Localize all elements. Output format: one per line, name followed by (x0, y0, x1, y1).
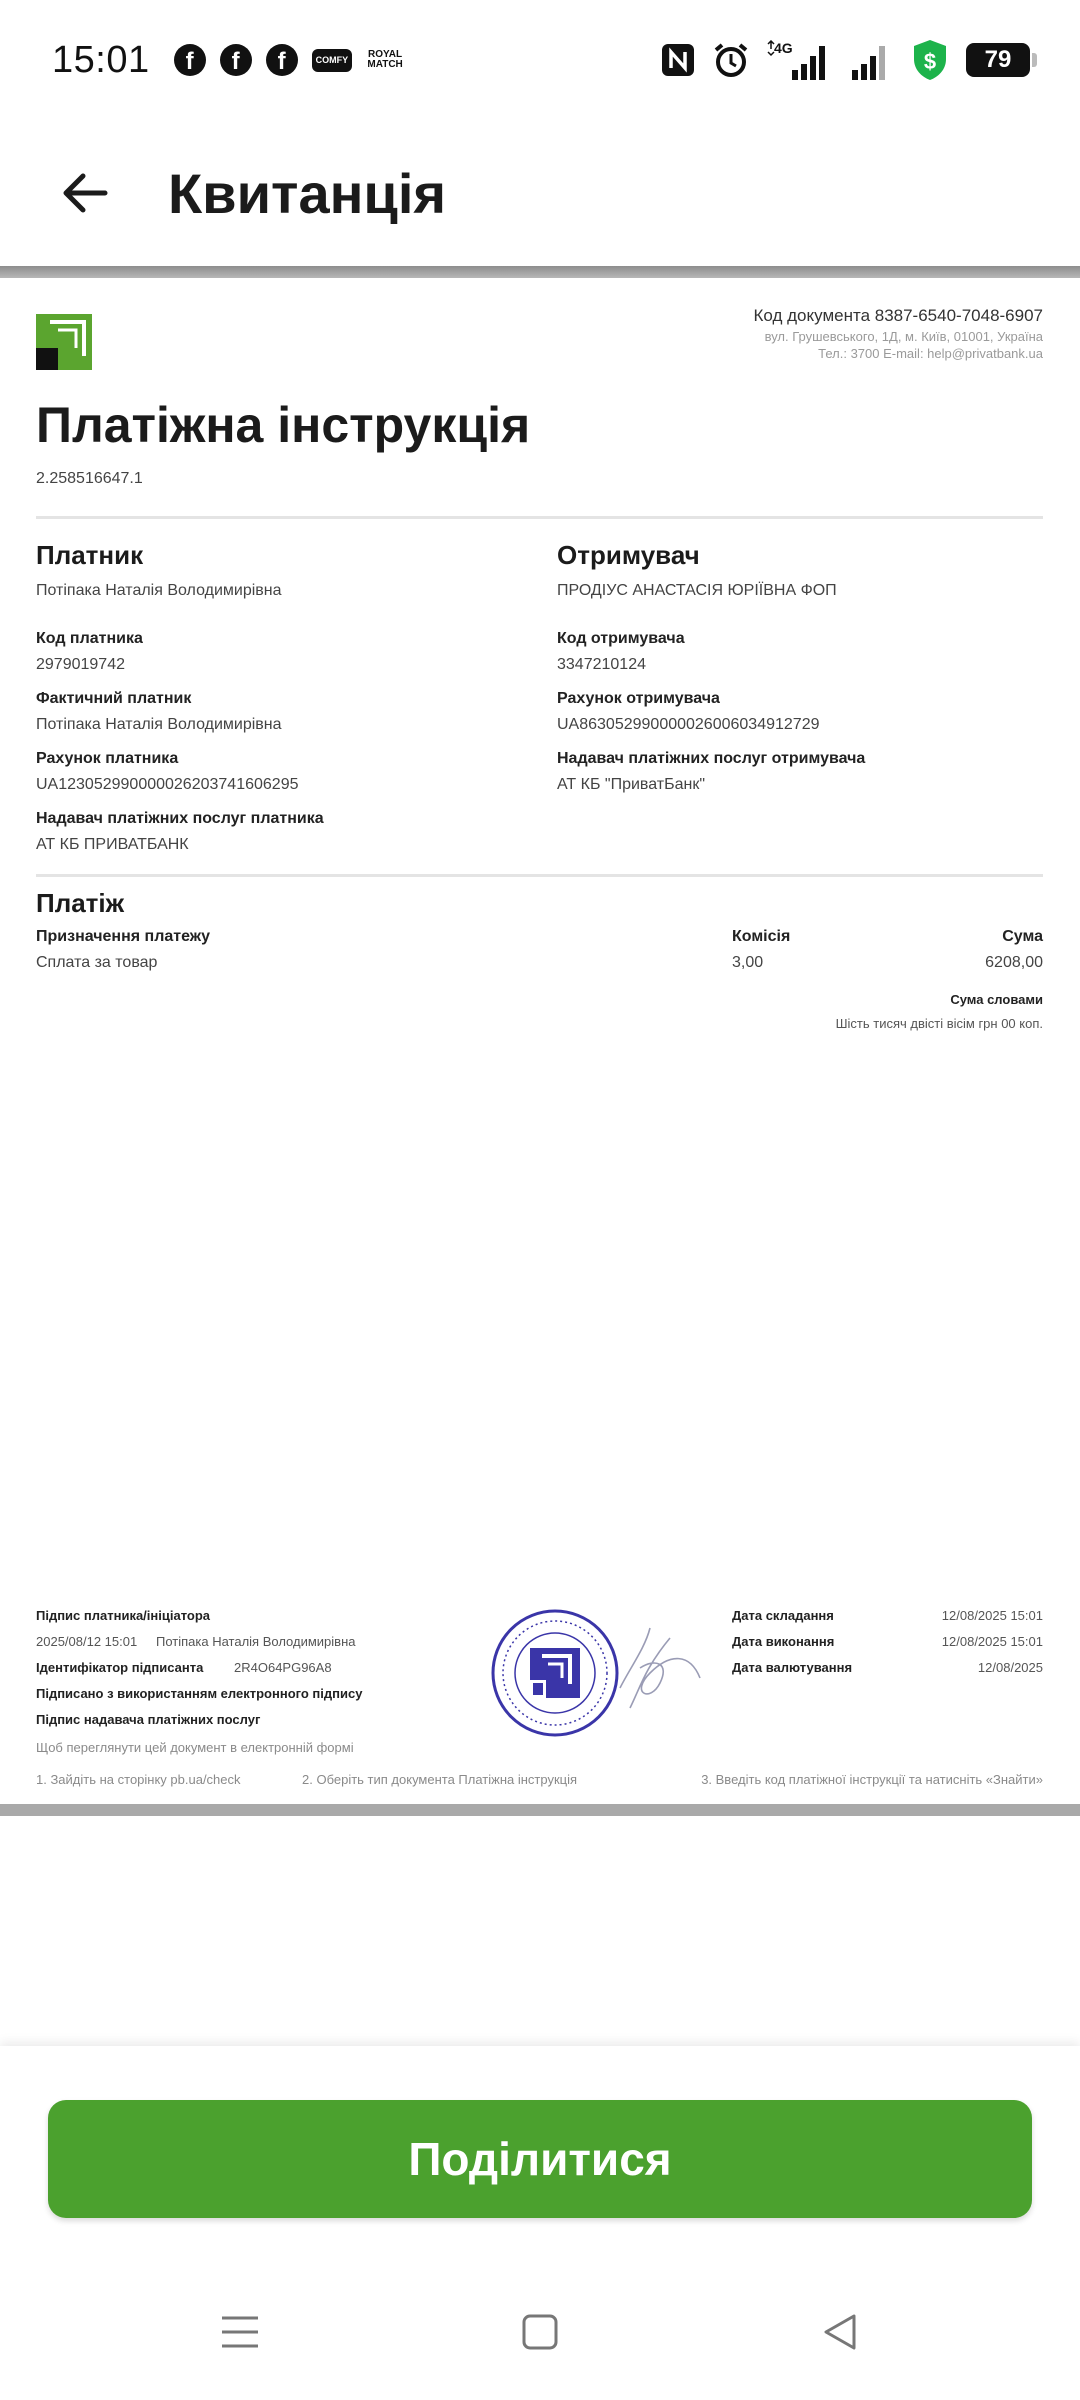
status-bar (0, 0, 1080, 120)
created-date-label: Дата складання (732, 1608, 834, 1623)
privatbank-logo (36, 314, 92, 370)
bottom-action-bar (0, 2046, 1080, 2264)
notification-icons (174, 44, 405, 76)
recipient-code-label: Код отримувача (557, 630, 685, 647)
commission-value: 3,00 (732, 954, 764, 971)
recipient-account-label: Рахунок отримувача (557, 690, 720, 707)
recipient-heading: Отримувач (557, 540, 700, 570)
created-date: 12/08/2025 15:01 (941, 1608, 1043, 1623)
facebook-icon: f (174, 44, 206, 76)
menu-lines-icon (218, 2310, 262, 2354)
value-date: 12/08/2025 (977, 1660, 1043, 1675)
check-step-2: 2. Оберіть тип документа Платіжна інструкція (302, 1772, 578, 1787)
document-number: 2.258516647.1 (36, 470, 143, 487)
amount-value: 6208,00 (985, 954, 1043, 971)
signer-id-label: Ідентифікатор підписанта (36, 1660, 204, 1675)
signer-id: 2R4O64PG96A8 (234, 1660, 332, 1675)
status-time: 15:01 (52, 38, 150, 81)
document-title: Платіжна інструкція (36, 397, 531, 453)
back-nav-button[interactable] (800, 2292, 880, 2372)
check-step-1: 1. Зайдіть на сторінку pb.ua/check (36, 1772, 241, 1787)
divider (0, 1804, 1080, 1816)
back-button[interactable] (45, 153, 125, 233)
document-code: Код документа 8387-6540-7048-6907 (753, 306, 1043, 325)
bank-address (765, 328, 1043, 362)
system-icons (660, 38, 1030, 82)
receipt-document[interactable] (0, 278, 1080, 1808)
facebook-icon: f (220, 44, 252, 76)
value-date-label: Дата валютування (732, 1660, 853, 1675)
square-icon (520, 2312, 560, 2352)
share-button[interactable]: Поділитися (48, 2100, 1032, 2218)
battery-icon: 79 (966, 43, 1030, 77)
nfc-icon (660, 42, 696, 78)
payer-code: 2979019742 (36, 656, 125, 673)
recent-apps-button[interactable] (200, 2292, 280, 2372)
actual-payer-label: Фактичний платник (36, 690, 192, 707)
esign-label: Підписано з використанням електронного підпису (36, 1686, 363, 1701)
check-step-3: 3. Введіть код платіжної інструкції та натисніть «Знайти» (701, 1772, 1043, 1787)
divider (0, 266, 1080, 278)
commission-label: Комісія (732, 928, 791, 945)
recipient-account: UA863052990000026006034912729 (557, 716, 820, 733)
executed-date-label: Дата виконання (732, 1634, 835, 1649)
actual-payer: Потіпака Наталія Володимирівна (36, 716, 282, 733)
recipient-provider: АТ КБ "ПриватБанк" (557, 776, 706, 793)
provider-sign-label: Підпис надавача платіжних послуг (36, 1712, 261, 1727)
triangle-back-icon (820, 2312, 860, 2352)
signer-label: Підпис платника/ініціатора (36, 1608, 211, 1623)
divider (36, 516, 1043, 519)
home-button[interactable] (500, 2292, 580, 2372)
amount-words-label: Сума словами (950, 992, 1043, 1007)
security-shield-icon (910, 38, 950, 82)
signal-4g-icon (766, 40, 832, 80)
payer-account-label: Рахунок платника (36, 750, 179, 767)
svg-text:4G: 4G (774, 40, 793, 56)
svg-text:$: $ (923, 49, 937, 74)
system-navigation-bar (0, 2264, 1080, 2400)
page-title: Квитанція (168, 161, 447, 225)
payer-name: Потіпака Наталія Володимирівна (36, 582, 282, 599)
recipient-provider-label: Надавач платіжних послуг отримувача (557, 750, 866, 767)
app-bar (0, 120, 1080, 266)
recipient-code: 3347210124 (557, 656, 646, 673)
amount-label: Сума (1002, 928, 1043, 945)
handwritten-signature (600, 1598, 710, 1728)
payer-provider-label: Надавач платіжних послуг платника (36, 810, 324, 827)
facebook-icon: f (266, 44, 298, 76)
comfy-app-icon: COMFY (312, 49, 353, 72)
executed-date: 12/08/2025 15:01 (941, 1634, 1043, 1649)
payment-heading: Платіж (36, 888, 125, 918)
signer-name: Потіпака Наталія Володимирівна (156, 1634, 356, 1649)
signed-at: 2025/08/12 15:01 (36, 1634, 138, 1649)
payer-provider: АТ КБ ПРИВАТБАНК (36, 836, 189, 853)
contact-line: Тел.: 3700 E-mail: help@privatbank.ua (818, 346, 1043, 361)
payment-purpose-label: Призначення платежу (36, 928, 211, 945)
payer-heading: Платник (36, 540, 144, 570)
divider (36, 874, 1043, 877)
recipient-name: ПРОДІУС АНАСТАСІЯ ЮРІЇВНА ФОП (557, 582, 837, 599)
royal-match-app-icon: ROYAL MATCH (367, 49, 403, 70)
amount-words: Шість тисяч двісті вісім грн 00 коп. (835, 1016, 1043, 1031)
payer-code-label: Код платника (36, 630, 143, 647)
signal-icon (848, 40, 894, 80)
address-line: вул. Грушевського, 1Д, м. Київ, 01001, Україна (764, 329, 1043, 344)
payment-purpose: Сплата за товар (36, 954, 158, 971)
payer-account: UA123052990000026203741606295 (36, 776, 299, 793)
arrow-left-icon (57, 165, 113, 221)
check-hint: Щоб переглянути цей документ в електронній формі (36, 1740, 354, 1755)
alarm-icon (712, 41, 750, 79)
